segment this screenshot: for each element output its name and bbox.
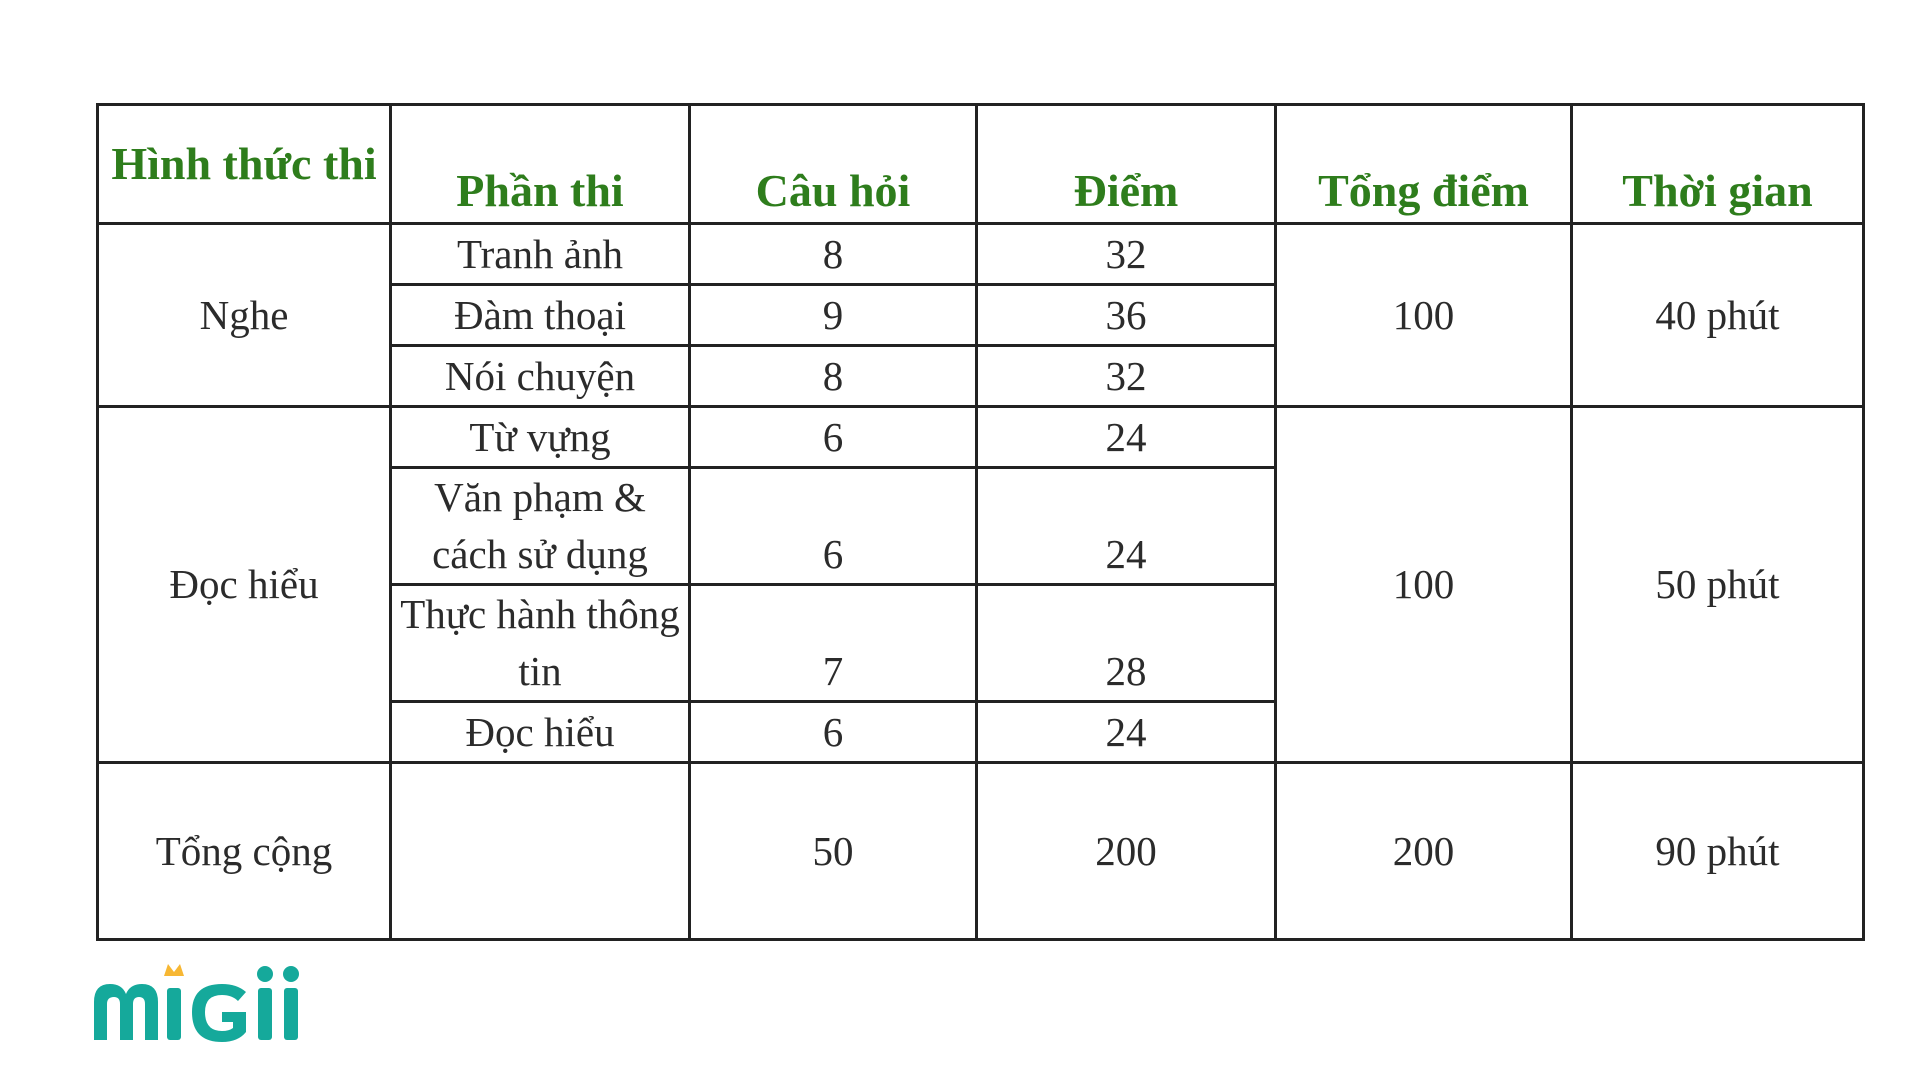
header-total-score: Tổng điểm — [1276, 105, 1572, 224]
table-row — [98, 224, 1864, 285]
score-cell: 24 — [977, 468, 1276, 585]
listening-time: 40 phút — [1572, 224, 1864, 407]
migii-logo — [92, 954, 332, 1044]
part-cell: Thực hành thông tin — [391, 585, 690, 702]
total-questions: 50 — [690, 763, 977, 940]
questions-cell: 7 — [690, 585, 977, 702]
questions-cell: 6 — [690, 468, 977, 585]
total-score-cell: 200 — [977, 763, 1276, 940]
header-row — [98, 105, 1864, 224]
exam-structure-table — [96, 103, 1865, 941]
score-cell: 32 — [977, 224, 1276, 285]
score-cell: 36 — [977, 285, 1276, 346]
questions-cell: 6 — [690, 702, 977, 763]
reading-total-score: 100 — [1276, 407, 1572, 763]
score-cell: 32 — [977, 346, 1276, 407]
header-time: Thời gian — [1572, 105, 1864, 224]
questions-cell: 6 — [690, 407, 977, 468]
questions-cell: 8 — [690, 346, 977, 407]
questions-cell: 8 — [690, 224, 977, 285]
listening-total-score: 100 — [1276, 224, 1572, 407]
migii-logo-mark — [94, 964, 299, 1042]
part-cell: Nói chuyện — [391, 346, 690, 407]
score-cell: 24 — [977, 702, 1276, 763]
part-cell: Văn phạm & cách sử dụng — [391, 468, 690, 585]
table-row — [98, 407, 1864, 468]
total-part — [391, 763, 690, 940]
part-cell: Tranh ảnh — [391, 224, 690, 285]
questions-cell: 9 — [690, 285, 977, 346]
part-cell: Đọc hiểu — [391, 702, 690, 763]
score-cell: 28 — [977, 585, 1276, 702]
total-row — [98, 763, 1864, 940]
header-questions: Câu hỏi — [690, 105, 977, 224]
score-cell: 24 — [977, 407, 1276, 468]
total-time: 90 phút — [1572, 763, 1864, 940]
header-score: Điểm — [977, 105, 1276, 224]
reading-time: 50 phút — [1572, 407, 1864, 763]
listening-form: Nghe — [98, 224, 391, 407]
total-total-score: 200 — [1276, 763, 1572, 940]
part-cell: Từ vựng — [391, 407, 690, 468]
part-cell: Đàm thoại — [391, 285, 690, 346]
total-form: Tổng cộng — [98, 763, 391, 940]
header-part: Phần thi — [391, 105, 690, 224]
reading-form: Đọc hiểu — [98, 407, 391, 763]
header-form: Hình thức thi — [98, 105, 391, 224]
